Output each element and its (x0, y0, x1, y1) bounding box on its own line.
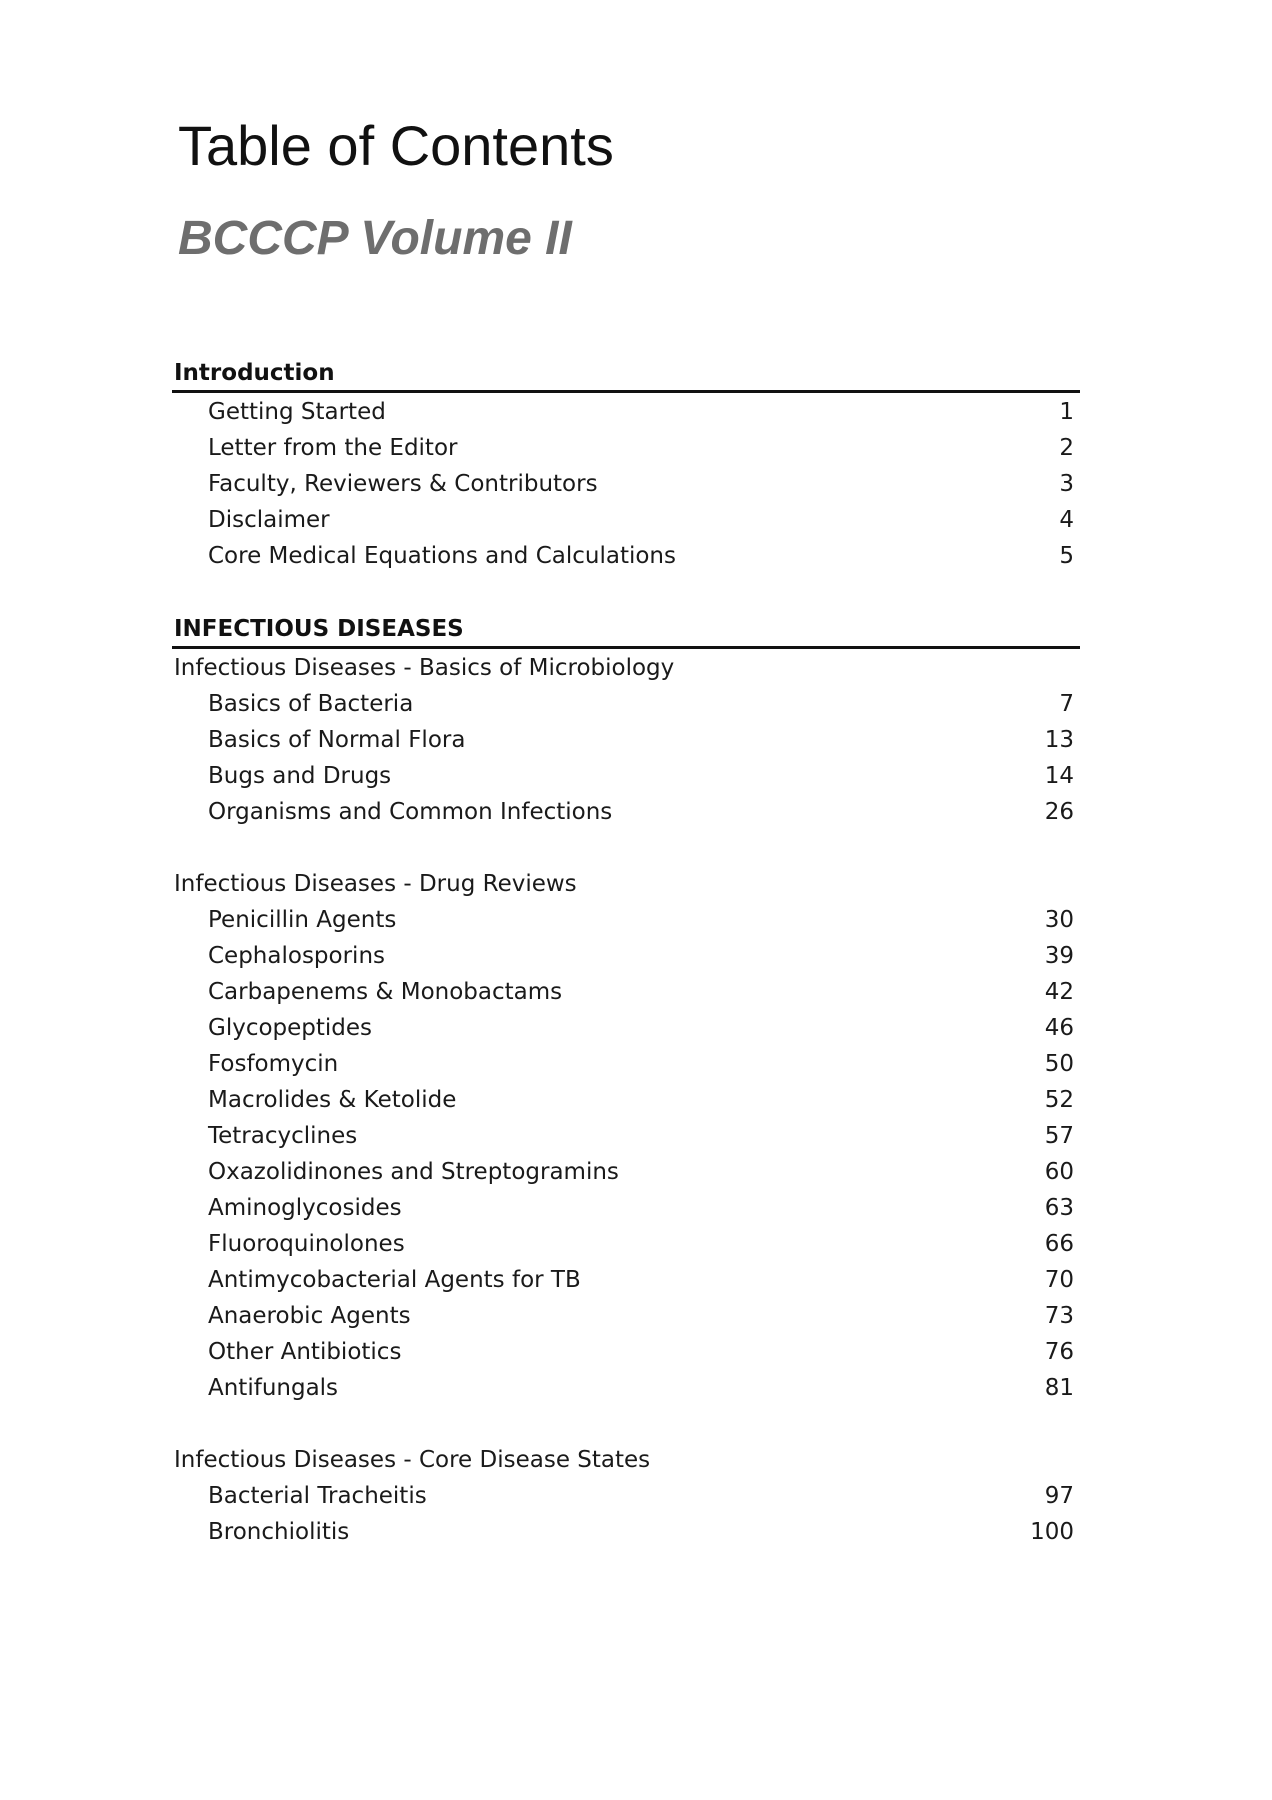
toc-entry-page-number: 39 (1044, 943, 1074, 969)
toc-entry-label: Fosfomycin (208, 1051, 339, 1077)
toc-entry-label: Carbapenems & Monobactams (208, 979, 563, 1005)
group-heading: Infectious Diseases - Drug Reviews (174, 871, 577, 897)
toc-entry-page-number: 1 (1059, 399, 1074, 425)
toc-entry-label: Basics of Bacteria (208, 691, 414, 717)
toc-entry-label: Penicillin Agents (208, 907, 397, 933)
toc-entry[interactable] (172, 686, 1080, 722)
toc-entry[interactable] (172, 394, 1080, 430)
toc-section (172, 612, 1080, 1550)
toc-entry-label: Basics of Normal Flora (208, 727, 466, 753)
toc-entry[interactable] (172, 466, 1080, 502)
toc-entry-page-number: 13 (1044, 727, 1074, 753)
toc-entry-page-number: 3 (1059, 471, 1074, 497)
toc-entry[interactable] (172, 974, 1080, 1010)
toc-entry-page-number: 97 (1044, 1483, 1074, 1509)
toc-entry-label: Other Antibiotics (208, 1339, 402, 1365)
toc-entry-label: Bacterial Tracheitis (208, 1483, 427, 1509)
toc-entry[interactable] (172, 794, 1080, 830)
toc-entry[interactable] (172, 1478, 1080, 1514)
toc-entry-label: Faculty, Reviewers & Contributors (208, 471, 598, 497)
toc-entry[interactable] (172, 538, 1080, 574)
toc-entry-page-number: 66 (1044, 1231, 1074, 1257)
toc-entry-label: Macrolides & Ketolide (208, 1087, 457, 1113)
entry-list (172, 394, 1080, 574)
toc-entry-label: Antifungals (208, 1375, 339, 1401)
toc-entry[interactable] (172, 1118, 1080, 1154)
page-subtitle: BCCCP Volume II (178, 212, 572, 265)
section-heading: Introduction (172, 356, 1080, 393)
toc-entry-label: Bronchiolitis (208, 1519, 350, 1545)
toc-entry[interactable] (172, 902, 1080, 938)
toc-entry-page-number: 52 (1044, 1087, 1074, 1113)
toc-entry[interactable] (172, 1082, 1080, 1118)
toc-entry[interactable] (172, 430, 1080, 466)
toc-group (172, 650, 1080, 830)
toc-entry[interactable] (172, 1046, 1080, 1082)
toc-entry-page-number: 46 (1044, 1015, 1074, 1041)
toc-entry-label: Fluoroquinolones (208, 1231, 405, 1257)
toc-section (172, 356, 1080, 574)
toc-group (172, 1442, 1080, 1550)
table-of-contents (172, 356, 1080, 1550)
toc-entry[interactable] (172, 938, 1080, 974)
toc-entry[interactable] (172, 1190, 1080, 1226)
toc-entry[interactable] (172, 502, 1080, 538)
group-heading: Infectious Diseases - Core Disease States (174, 1447, 651, 1473)
toc-entry-page-number: 60 (1044, 1159, 1074, 1185)
page-title: Table of Contents (178, 114, 614, 177)
toc-entry-page-number: 70 (1044, 1267, 1074, 1293)
toc-entry[interactable] (172, 758, 1080, 794)
toc-entry-label: Getting Started (208, 399, 386, 425)
toc-entry-page-number: 76 (1044, 1339, 1074, 1365)
toc-entry-page-number: 5 (1059, 543, 1074, 569)
toc-entry-label: Cephalosporins (208, 943, 386, 969)
toc-entry-page-number: 57 (1044, 1123, 1074, 1149)
toc-entry-label: Organisms and Common Infections (208, 799, 613, 825)
toc-entry-label: Glycopeptides (208, 1015, 373, 1041)
toc-entry[interactable] (172, 1370, 1080, 1406)
toc-entry-label: Antimycobacterial Agents for TB (208, 1267, 581, 1293)
toc-entry-page-number: 4 (1059, 507, 1074, 533)
toc-entry-page-number: 14 (1044, 763, 1074, 789)
toc-entry-label: Disclaimer (208, 507, 330, 533)
toc-entry-page-number: 26 (1044, 799, 1074, 825)
toc-entry-page-number: 30 (1044, 907, 1074, 933)
toc-entry[interactable] (172, 1298, 1080, 1334)
group-spacer (172, 830, 1080, 866)
toc-entry-page-number: 63 (1044, 1195, 1074, 1221)
group-spacer (172, 1406, 1080, 1442)
toc-entry-page-number: 73 (1044, 1303, 1074, 1329)
group-heading: Infectious Diseases - Basics of Microbiology (174, 655, 675, 681)
toc-entry-label: Aminoglycosides (208, 1195, 402, 1221)
toc-entry-page-number: 50 (1044, 1051, 1074, 1077)
toc-entry-label: Core Medical Equations and Calculations (208, 543, 676, 569)
toc-entry[interactable] (172, 1262, 1080, 1298)
toc-entry-label: Oxazolidinones and Streptogramins (208, 1159, 619, 1185)
toc-entry[interactable] (172, 1334, 1080, 1370)
section-heading: INFECTIOUS DISEASES (172, 612, 1080, 649)
toc-entry-label: Letter from the Editor (208, 435, 458, 461)
toc-entry[interactable] (172, 722, 1080, 758)
toc-group (172, 866, 1080, 1406)
toc-entry-page-number: 2 (1059, 435, 1074, 461)
section-spacer (172, 574, 1080, 612)
toc-entry[interactable] (172, 1154, 1080, 1190)
toc-entry[interactable] (172, 1226, 1080, 1262)
toc-entry-label: Tetracyclines (208, 1123, 358, 1149)
toc-entry-label: Anaerobic Agents (208, 1303, 411, 1329)
toc-entry-page-number: 42 (1044, 979, 1074, 1005)
toc-entry-page-number: 7 (1059, 691, 1074, 717)
toc-entry[interactable] (172, 1010, 1080, 1046)
toc-entry-page-number: 100 (1030, 1519, 1074, 1545)
toc-entry[interactable] (172, 1514, 1080, 1550)
toc-entry-label: Bugs and Drugs (208, 763, 392, 789)
toc-entry-page-number: 81 (1044, 1375, 1074, 1401)
